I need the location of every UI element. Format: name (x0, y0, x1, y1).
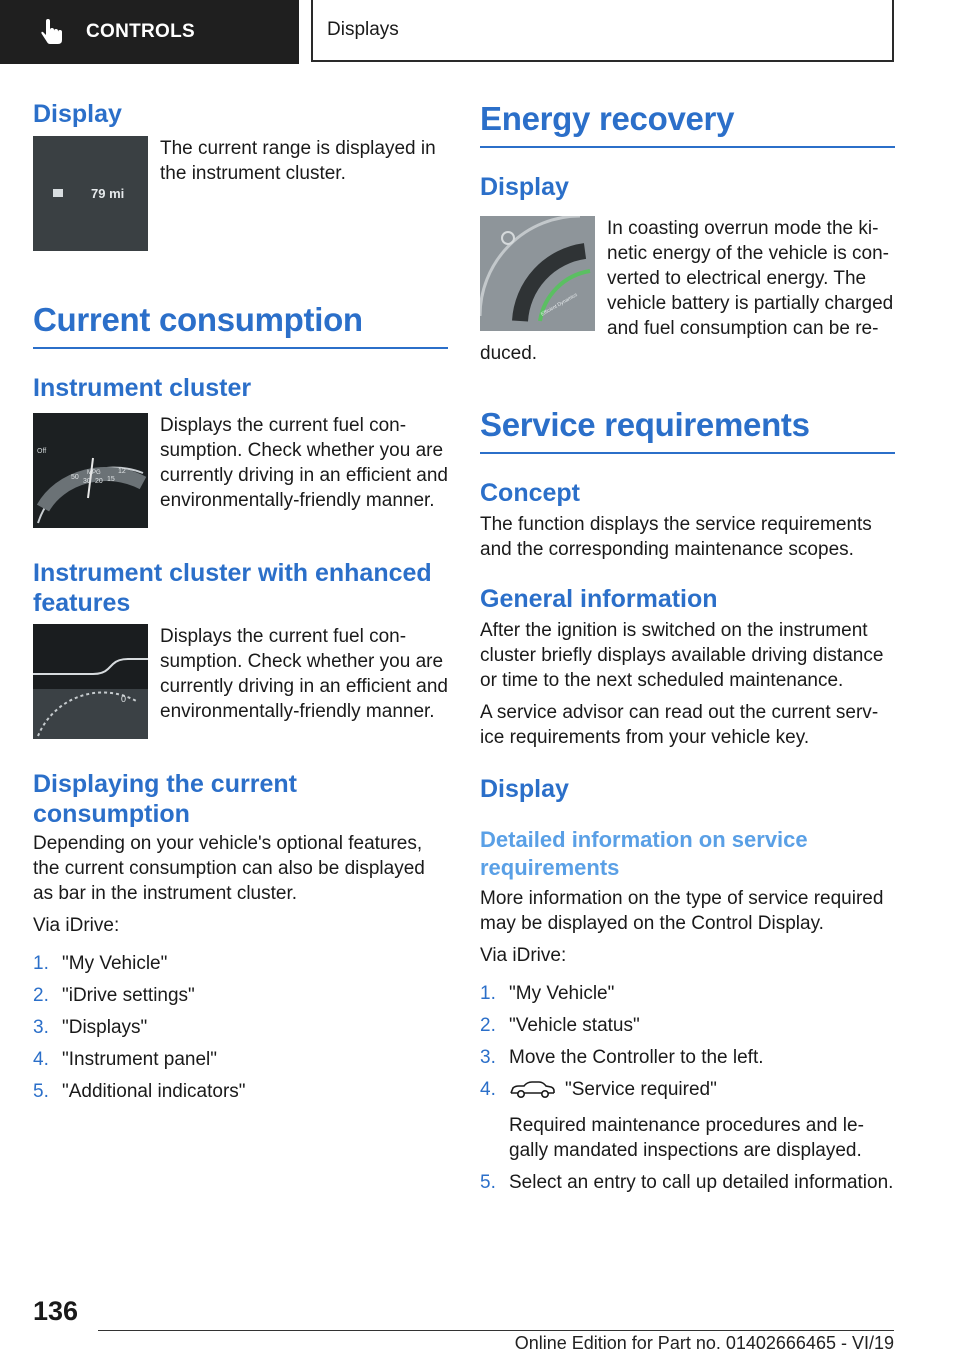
footer-divider (98, 1330, 894, 1331)
page-number: 136 (33, 1296, 79, 1326)
edition-text: Online Edition for Part no. 01402666465 - VI/19 (514, 1333, 894, 1353)
list-item (33, 1047, 448, 1072)
energy-display-heading: Display (480, 173, 569, 201)
current-consumption-title: Current consumption (33, 301, 448, 349)
gauge-label-12: 12 (118, 468, 126, 475)
range-value-text: 79 mi (91, 186, 125, 201)
step-text: "Service required" (565, 1079, 717, 1100)
step-number: 4. (480, 1079, 496, 1100)
range-display-image (33, 136, 148, 251)
gauge-label-30: 30 (83, 478, 91, 485)
list-item (33, 1015, 448, 1040)
energy-display-text: In coasting overrun mode the kinetic energy of the vehicle is converted to electrical energy. The vehicle battery is partially charged and fuel consumption can be reduced. (480, 218, 894, 364)
car-icon (509, 1080, 555, 1100)
gauge-label-off: Off (37, 448, 47, 455)
via-idrive-label: Via iDrive: (33, 915, 120, 936)
concept-heading: Concept (480, 479, 580, 507)
step-text: "Displays" (62, 1017, 148, 1038)
general-text-1: After the ignition is switched on the instrument cluster briefly displays available driving distance or time to the next scheduled maintenance. (480, 620, 884, 691)
step-content (509, 1077, 895, 1163)
instrument-cluster-image (33, 413, 148, 528)
step-number: 2. (33, 985, 49, 1006)
step-text: "iDrive settings" (62, 985, 195, 1006)
list-item (480, 1077, 895, 1163)
gauge-label-mpg: MPG (87, 470, 101, 476)
step-number: 4. (33, 1049, 49, 1070)
instrument-cluster-block (33, 413, 448, 534)
enhanced-heading: Instrument cluster with enhanced features (33, 559, 432, 617)
gauge-label-50: 50 (71, 474, 79, 481)
gauge-label-20: 20 (95, 478, 103, 485)
step-text: "Additional indicators" (62, 1081, 246, 1102)
section-label: CONTROLS (86, 21, 196, 42)
instrument-cluster-heading: Instrument cluster (33, 374, 252, 402)
step-number: 1. (33, 953, 49, 974)
detailed-text: More information on the type of service required may be displayed on the Control Display. (480, 888, 884, 934)
energy-gauge-image (480, 216, 595, 331)
efficient-dynamics-text: Efficient Dynamics (540, 292, 579, 318)
enhanced-cluster-image (33, 624, 148, 739)
gauge-label-0: 0 (121, 694, 127, 704)
service-display-heading: Display (480, 775, 569, 803)
list-item (480, 1013, 895, 1038)
energy-display-block (480, 216, 895, 366)
step-text: Select an entry to call up detailed information. (509, 1171, 894, 1193)
display-heading: Display (33, 100, 122, 128)
step-text: "Instrument panel" (62, 1049, 218, 1070)
section-tab (0, 0, 299, 64)
energy-recovery-title: Energy recovery (480, 100, 895, 148)
general-text-2: A service advisor can read out the current service requirements from your vehicle key. (480, 702, 879, 748)
step-text: "My Vehicle" (509, 983, 615, 1004)
step-text: "My Vehicle" (62, 953, 168, 974)
display-text: The current range is displayed in the instrument cluster. (160, 138, 436, 184)
displaying-heading: Displaying the current consumption (33, 770, 297, 828)
step-number: 5. (33, 1081, 49, 1102)
enhanced-block (33, 624, 448, 745)
chapter-label: Displays (327, 19, 399, 40)
step-number: 3. (33, 1017, 49, 1038)
list-item (480, 981, 895, 1006)
list-item (33, 951, 448, 976)
step-text: Move the Controller to the left. (509, 1047, 764, 1068)
displaying-text: Depending on your vehicle's optional features, the current consumption can also be displayed as bar in the instrument cluster. (33, 833, 425, 904)
list-item (33, 983, 448, 1008)
list-item (480, 1170, 895, 1195)
step-number: 2. (480, 1015, 496, 1036)
instrument-cluster-text: Displays the current fuel consumption. Check whether you are currently driving in an efficient and environmentally-friendly manner. (160, 415, 448, 511)
right-column (480, 100, 895, 1202)
display-block (33, 136, 448, 257)
detailed-information-heading: Detailed information on service requirements (480, 827, 808, 880)
step-text: "Vehicle status" (509, 1015, 640, 1036)
enhanced-text: Displays the current fuel consumption. Check whether you are currently driving in an efficient and environmentally-friendly manner. (160, 626, 448, 722)
step-number: 5. (480, 1171, 496, 1193)
right-steps-list (480, 981, 895, 1195)
list-item (33, 1079, 448, 1104)
gauge-label-15: 15 (107, 476, 115, 483)
step-number: 1. (480, 983, 496, 1004)
list-item (480, 1045, 895, 1070)
service-requirements-title: Service requirements (480, 406, 895, 454)
left-column (33, 100, 448, 1111)
concept-text: The function displays the service requirements and the corresponding maintenance scopes. (480, 514, 872, 560)
general-information-heading: General information (480, 585, 718, 613)
pointing-hand-icon (40, 19, 64, 45)
step-subtext: Required maintenance procedures and legally mandated inspections are displayed. (509, 1114, 864, 1161)
via-idrive-label: Via iDrive: (480, 945, 567, 966)
step-number: 3. (480, 1047, 496, 1068)
left-steps-list (33, 951, 448, 1104)
chapter-tab (311, 0, 894, 62)
